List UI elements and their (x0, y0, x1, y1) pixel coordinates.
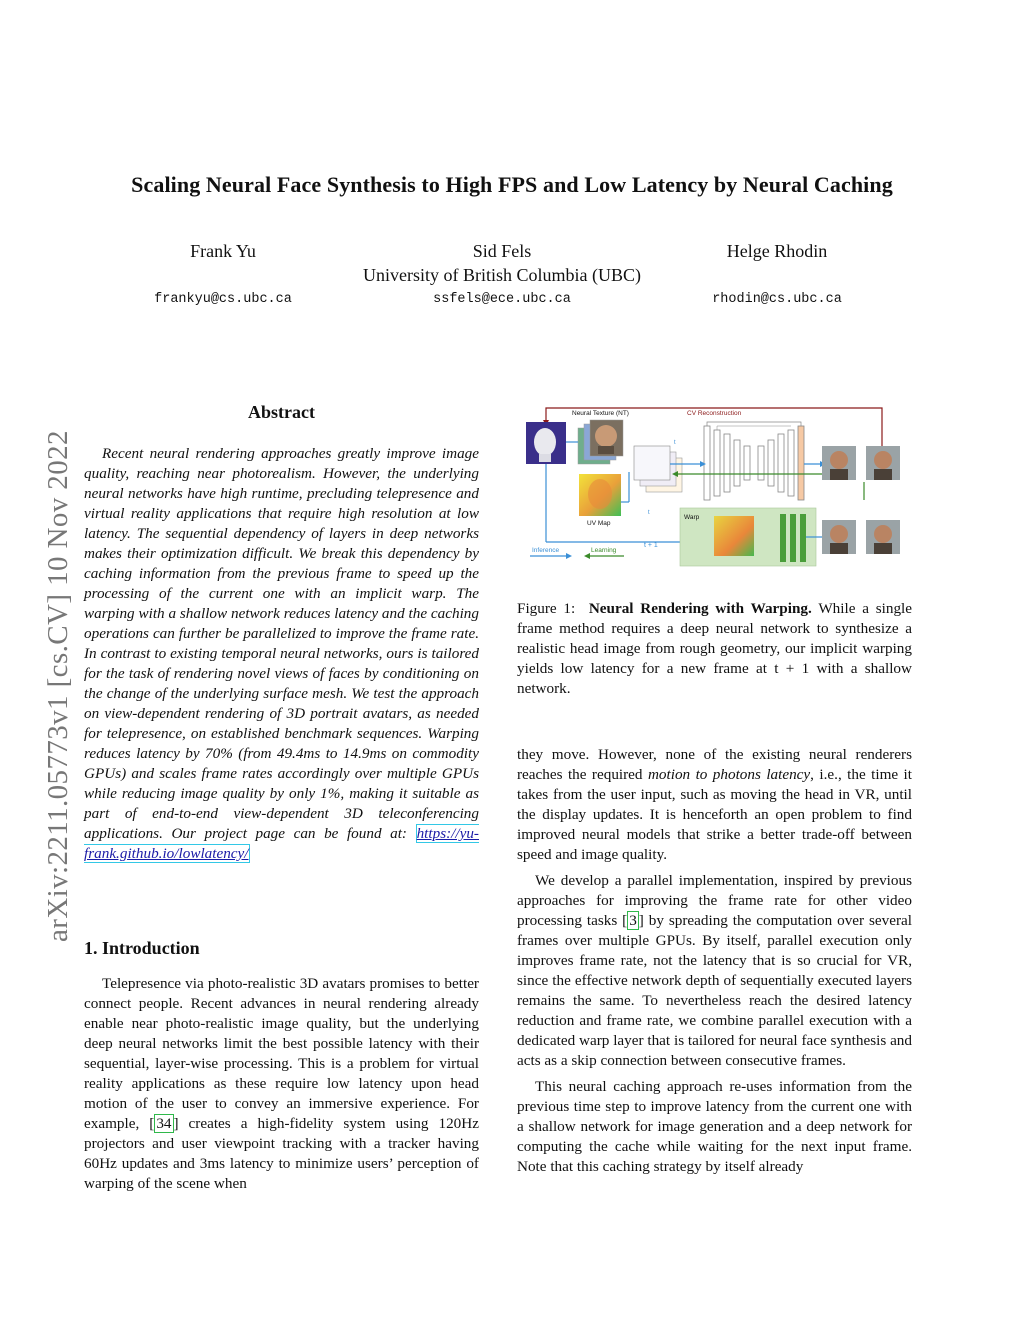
label-t-top: t (674, 440, 676, 446)
introduction-heading: 1. Introduction (84, 938, 200, 958)
label-cv-reconstruction: CV Reconstruction (687, 410, 742, 417)
intro-paragraph-3: This neural caching approach re-uses information from the previous time step to improve latency from the current one with a shallow network for image generation and a deep network for computing the cache while waiting for the next input frame. Note that this caching strategy by itself already (517, 1078, 912, 1175)
author-name-3: Helge Rhodin (726, 241, 828, 261)
mesh-head-icon (534, 428, 556, 456)
right-column (517, 745, 912, 1183)
author-name-1: Frank Yu (190, 241, 256, 261)
author-name-2: Sid Fels (472, 241, 532, 261)
intro-p1-text-b: ] creates a high-fidelity system using 120Hz projectors and user viewpoint tracking with a tracker having 60Hz updates and 3ms latency to minimize users’ perception of warping of the scene when (84, 1115, 479, 1192)
label-neural-texture: Neural Texture (NT) (572, 410, 629, 417)
label-t-plus-1: t + 1 (644, 542, 658, 549)
label-warp: Warp (684, 514, 700, 521)
intro-p1-text-a: Telepresence via photo-realistic 3D avatars promises to better connect people. Recent advances in neural rendering already enable near photo-realistic image quality, but the underlying deep neural networks limit the best possible latency with their sequential, layer-wise processing. This is a problem for virtual reality applications as these require low latency upon head motion of the user to convey an immersive experience. For example, [ (84, 975, 479, 1132)
caption-label: Figure 1: (517, 600, 576, 617)
intro-p1-cont-b: , i.e., the time it takes from the user input, such as moving the head in VR, until the display updates. It is henceforth an open problem to find improved neural models that strike a better trade-off between speed and image quality. (517, 766, 912, 863)
citation-link[interactable]: 3 (629, 912, 637, 929)
intro-paragraph-1-cont (517, 745, 912, 865)
abstract-heading: Abstract (248, 402, 315, 422)
legend-inference: Inference (532, 547, 560, 554)
author-email-2: ssfels@ece.ubc.ca (433, 292, 571, 307)
intro-paragraph-1 (84, 974, 479, 1194)
figure-1 (524, 402, 914, 574)
figure-1-diagram (524, 402, 914, 574)
intro-p2-text-b: ] by spreading the computation over several frames over multiple GPUs. By itself, parallel execution only improves frame rate, not the latency that is so crucial for VR, since the effective network depth of sequentially executed layers remains the same. To nevertheless reach the desired latency reduction and frame rate, we combine parallel execution with a dedicated warp layer that is tailored for neural face synthesis and acts as a skip connection between consecutive frames. (517, 912, 912, 1069)
author-email-1: frankyu@cs.ubc.ca (154, 292, 292, 307)
intro-p1-cont-a: they move. However, none of the existing neural renderers reaches the required (517, 746, 912, 783)
abstract-body (84, 444, 479, 864)
warp-uv-image (714, 516, 754, 556)
paper-title: Scaling Neural Face Synthesis to High FPS and Low Latency by Neural Caching (131, 172, 893, 197)
figure-1-caption (517, 599, 912, 699)
texture-face-icon (595, 425, 617, 447)
arxiv-identifier: arXiv:2211.05773v1 [cs.CV] 10 Nov 2022 (42, 430, 74, 942)
caption-text: While a single frame method requires a deep neural network to synthesize a realistic head image from rough geometry, our implicit warping yields low latency for a new frame at t + 1 with a shallow network. (517, 600, 913, 697)
intro-p2-text-a: We develop a parallel implementation, inspired by previous approaches for improving the frame rate for other video processing tasks [ (517, 872, 912, 929)
author-email-3: rhodin@cs.ubc.ca (712, 292, 842, 307)
citation-link[interactable]: 34 (156, 1115, 172, 1132)
unet-encoder (704, 426, 750, 500)
intro-paragraph-2 (517, 871, 912, 1071)
unet-decoder (758, 426, 804, 500)
label-t-mid: t (648, 510, 650, 516)
caption-bold: Neural Rendering with Warping. (588, 600, 812, 617)
abstract-text: Recent neural rendering approaches greatly improve image quality, reaching near photorealism. However, the underlying neural networks have high runtime, precluding telepresence and virtual reality applications that require high resolution at low latency. The sequential dependency of layers in deep networks makes their optimization difficult. We break this dependency by caching information from the previous frame to speed up the processing of the current one with an implicit warp. The warping with a shallow network reduces latency and the caching operations can further be parallelized to improve the frame rate. In contrast to existing temporal neural networks, ours is tailored for the task of rendering novel views of faces by conditioning on the change of the underlying surface mesh. We test the approach on view-dependent rendering of 3D portrait avatars, as needed for telepresence, on established benchmark sequences. Warping reduces latency by 70% (from 49.4ms to 14.9ms on commodity GPUs) and scales frame rates accordingly over multiple GPUs while reducing image quality by only 1%, making it suitable as part of end-to-end view-dependent 3D teleconferencing applications. Our project page can be found at: (84, 445, 479, 842)
author-affiliation: University of British Columbia (UBC) (363, 265, 641, 285)
project-page-link[interactable]: https://yu-frank.github.io/lowlatency/ (84, 825, 479, 862)
label-uv-map: UV Map (587, 520, 611, 527)
intro-p1-cont-em: motion to photons latency (647, 766, 811, 783)
legend-learning: Learning (591, 547, 617, 554)
